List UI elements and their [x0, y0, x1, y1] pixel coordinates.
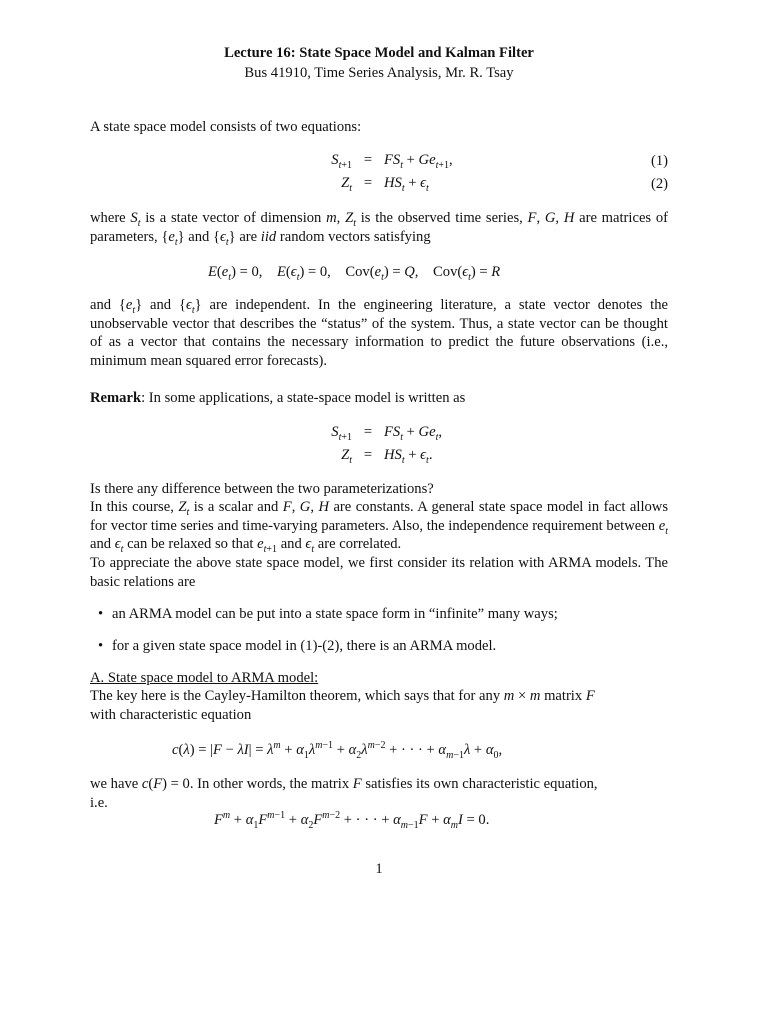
- paragraph-cayley-hamilton: The key here is the Cayley-Hamilton theorem, which says that for any m × m matrix F with characteristic equation: [90, 688, 595, 723]
- moment-conditions-equation: $E(e_t) = 0$, $E(\epsilon_t) = 0$, $Cov(e_t) = Q$, $Cov(\epsilon_t) = R$: [208, 264, 501, 283]
- state-space-equations: $S_{t+1}$ = $FS_t + Ge_{t+1}$, $Z_t$ = $HS_t + \epsilon_t$: [331, 152, 453, 194]
- equation-number-1: (1): [650, 153, 668, 169]
- paragraph-definitions: where $S_t$ is a state vector of dimension m, $Z_t$ is the observed time series, F, G, H are matrices of parameters, $\{e_t\}$ and $\{\epsilon_t\}$ are iid random vectors satisfying: [90, 210, 669, 248]
- list-item: • an ARMA model can be put into a state space form in “infinite” many ways;: [98, 606, 558, 622]
- paragraph-course-scope: In this course, $Z_t$ is a scalar and F, G, H are constants. A general state space model in fact allows for vector time series and time-varying parameters. Also, the independence requirement between $e_t$ and $\epsilon_t$ can be relaxed so that $e_{t+1}$ and $\epsilon_t$ are correlated.: [90, 499, 669, 556]
- matrix-polynomial-equation: $F^m + \alpha_1F^{m-1} + \alpha_2F^{m-2}$ + · · · + $\alpha_{m-1}F + \alpha_mI = 0$.: [214, 810, 490, 831]
- list-item: • for a given state space model in (1)-(2), there is an ARMA model.: [98, 638, 497, 654]
- equation-number-2: (2): [650, 176, 668, 192]
- paragraph-state-vector: and $\{e_t\}$ and $\{\epsilon_t\}$ are independent. In the engineering literature, a state vector denotes the unobservable vector that describes the “status” of the system. Thus, a state vector can be thought of as a vector that contains the necessary information to predict the future observations (i.e., minimum mean squared error forecasts).: [90, 297, 668, 369]
- question-text: Is there any difference between the two parameterizations?: [90, 481, 434, 497]
- alternative-equations: $S_{t+1}$ = $FS_t + Ge_t$, $Z_t$ = $HS_t + \epsilon_t$.: [331, 424, 442, 466]
- paragraph-matrix-satisfies: we have c(F) = 0. In other words, the matrix F satisfies its own characteristic equation, i.e.: [90, 776, 598, 811]
- course-info: Bus 41910, Time Series Analysis, Mr. R. Tsay: [244, 65, 514, 81]
- intro-text: A state space model consists of two equations:: [90, 119, 362, 135]
- characteristic-equation: $c(\lambda) = |F - \lambda I| = \lambda^m + \alpha_1\lambda^{m-1} + \alpha_2\lambda^{m-2}$ + · · · + $\alpha_{m-1}\lambda + \alpha_0$,: [172, 740, 503, 761]
- remark-label: Remark: [90, 390, 142, 406]
- section-heading: A. State space model to ARMA model:: [90, 670, 319, 686]
- bullet-icon: •: [98, 638, 104, 654]
- remark-paragraph: Remark: In some applications, a state-space model is written as: [90, 390, 466, 406]
- page-number: 1: [375, 861, 383, 877]
- document-page: [90, 0, 668, 1024]
- lecture-title: Lecture 16: State Space Model and Kalman Filter: [224, 45, 534, 61]
- paragraph-arma-relation: To appreciate the above state space model, we first consider its relation with ARMA models. The basic relations are: [90, 555, 668, 590]
- bullet-icon: •: [98, 606, 104, 622]
